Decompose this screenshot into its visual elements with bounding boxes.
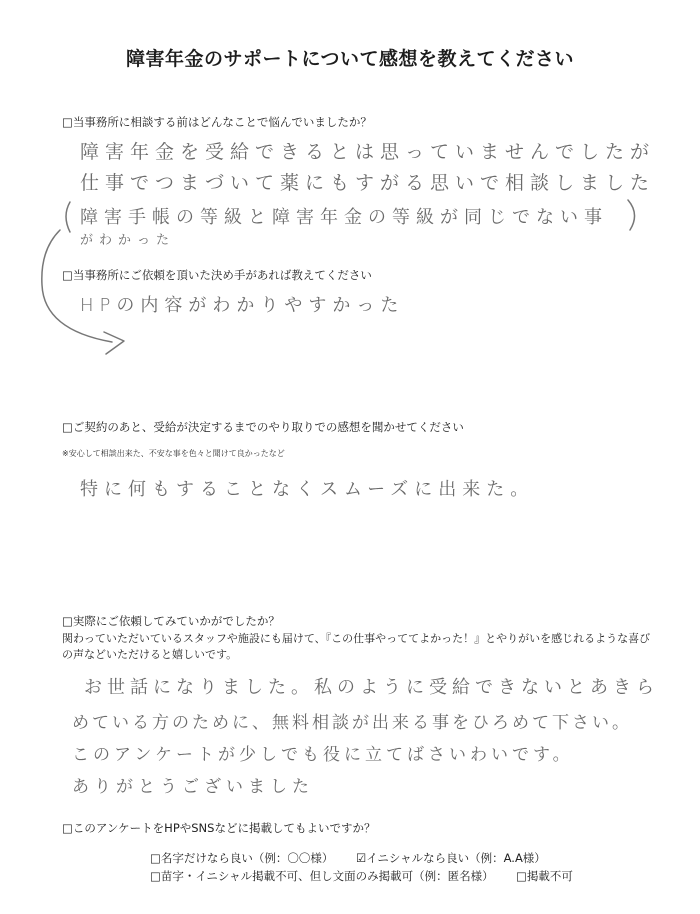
- option-text-only[interactable]: □苗字・イニシャル掲載不可、但し文面のみ掲載可（例：匿名様）: [150, 869, 494, 883]
- answer-4-line-3: このアンケートが少しでも役に立てばさいわいです。: [72, 745, 574, 765]
- option-name-only[interactable]: □名字だけなら良い（例：〇〇様）: [150, 851, 334, 865]
- answer-4-line-4: ありがとうございました: [72, 777, 314, 797]
- question-1-label: □当事務所に相談する前はどんなことで悩んでいましたか？: [62, 115, 372, 129]
- answer-4-line-1: お世話になりました。私のように受給できないとあきら: [84, 677, 659, 698]
- answer-1-line-1: 障害年金を受給できるとは思っていませんでしたが: [80, 141, 656, 163]
- handwritten-left-paren: [66, 202, 70, 232]
- handwritten-right-paren: [628, 200, 635, 230]
- question-4-description-line-1: 関わっていただいているスタッフや施設にも届けて、『この仕事やっててよかった！』とやりがいを感じれるような喜び: [62, 632, 651, 645]
- question-4-label: □実際にご依頼してみていかがでしたか？: [62, 614, 280, 628]
- answer-4-line-2: めている方のために、無料相談が出来る事をひろめて下さい。: [72, 713, 632, 733]
- question-4-description-line-2: の声などいただけると嬉しいです。: [62, 648, 238, 661]
- question-2-label: □当事務所にご依頼を頂いた決め手があれば教えてください: [62, 268, 372, 282]
- question-5-label: □このアンケートをHPやSNSなどに掲載してもよいですか？: [62, 821, 376, 835]
- question-3-label: □ご契約のあと、受給が決定するまでのやり取りでの感想を聞かせてください: [62, 420, 464, 434]
- option-initial-ok[interactable]: ☑イニシャルなら良い（例：A.A様）: [356, 851, 546, 865]
- answer-1-line-2: 仕事でつまづいて薬にもすがる思いで相談しました: [80, 172, 656, 194]
- handwritten-arrow-head: [104, 332, 124, 354]
- answer-3-line-1: 特に何もすることなくスムーズに出来た。: [80, 479, 535, 500]
- page-title: 障害年金のサポートについて感想を教えてください: [125, 48, 575, 70]
- option-no-post[interactable]: □掲載不可: [516, 869, 573, 883]
- answer-2-line-1: HPの内容がわかりやすかった: [80, 295, 405, 316]
- question-3-note: ※安心して相談出来た、不安な事を色々と聞けて良かったなど: [62, 449, 285, 458]
- answer-1-line-4: がわかった: [80, 233, 176, 248]
- answer-1-line-3: 障害手帳の等級と障害年金の等級が同じでない事: [80, 207, 608, 228]
